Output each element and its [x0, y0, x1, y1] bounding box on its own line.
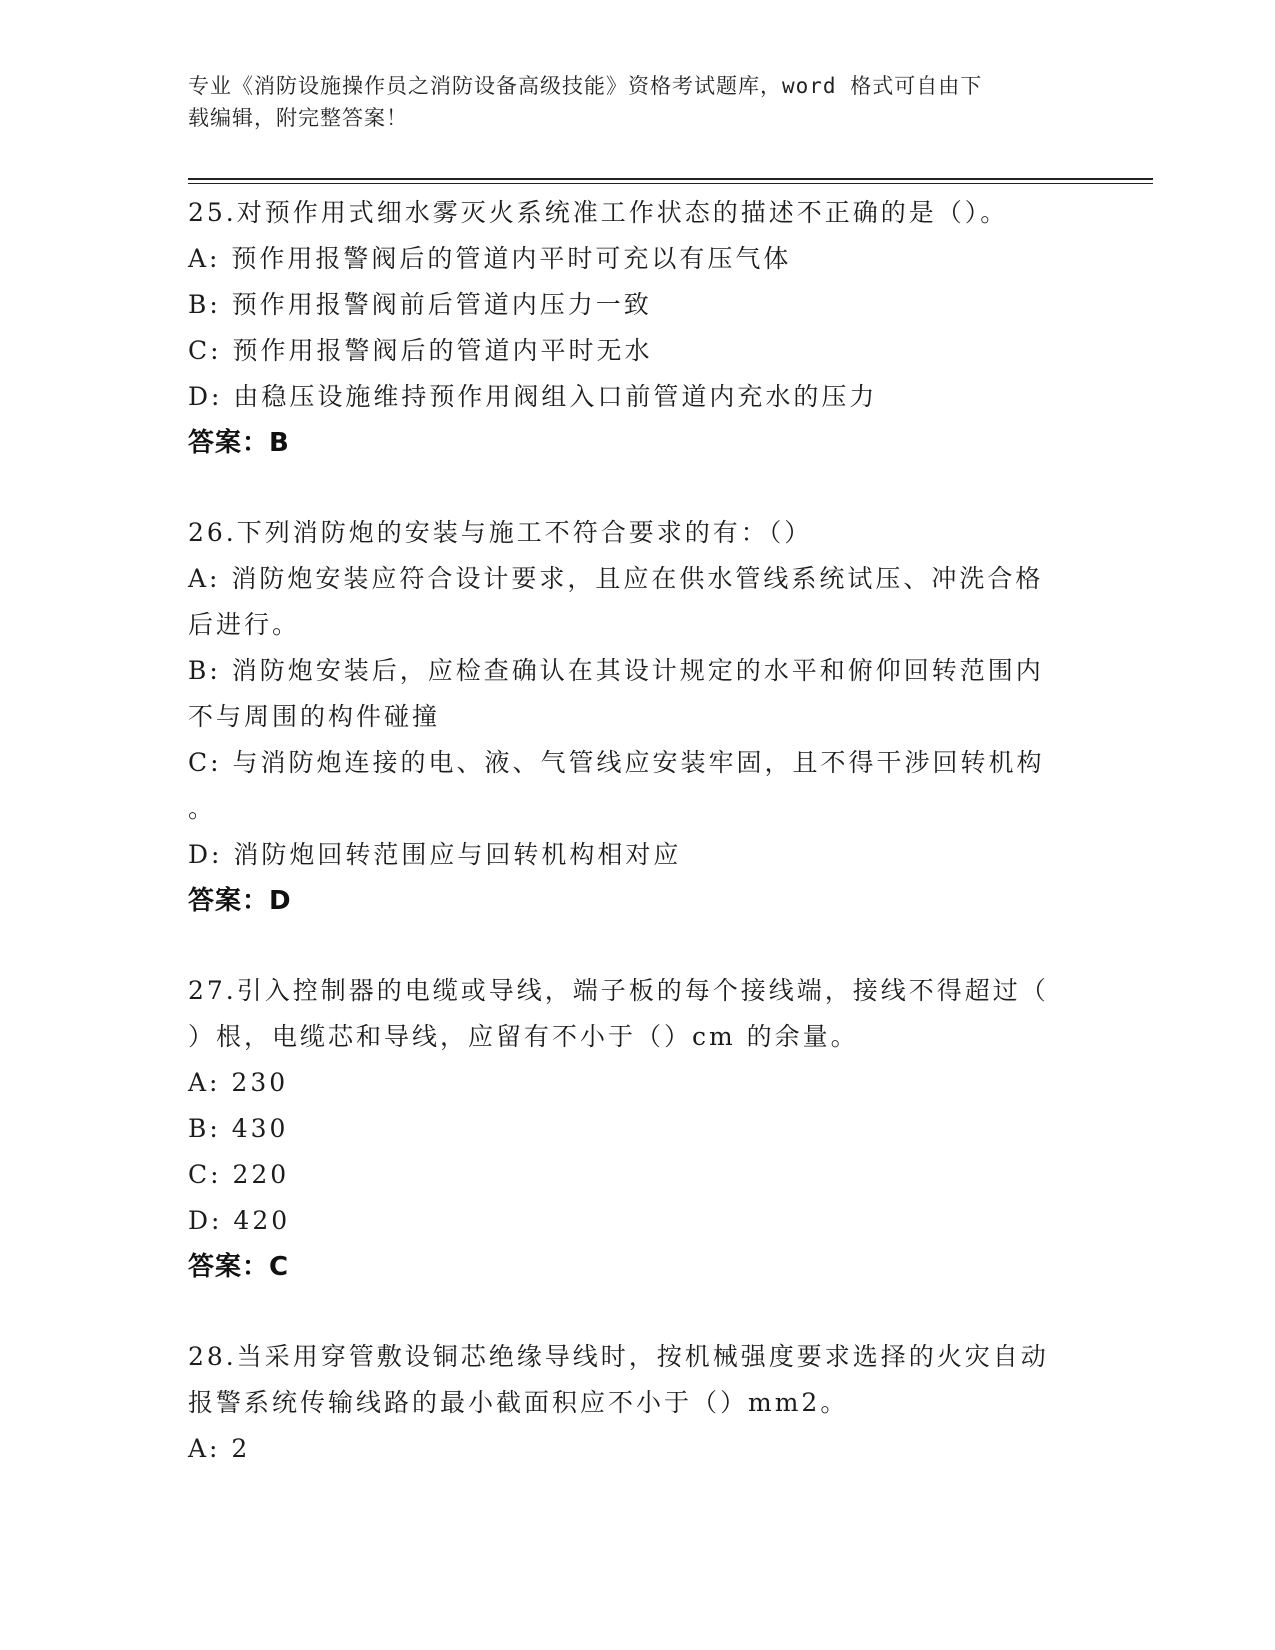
answer-key: 答案：C	[188, 1252, 290, 1282]
answer-option: B: 430	[188, 1114, 289, 1143]
answer-option: C: 与消防炮连接的电、液、气管线应安装牢固，且不得干涉回转机构	[188, 748, 1045, 777]
answer-option: A: 预作用报警阀后的管道内平时可充以有压气体	[188, 244, 792, 273]
answer-option: D: 由稳压设施维持预作用阀组入口前管道内充水的压力	[188, 382, 878, 411]
header-line-1: 专业《消防设施操作员之消防设备高级技能》资格考试题库，word 格式可自由下	[188, 74, 983, 98]
answer-key: 答案：D	[188, 886, 292, 916]
header-line-2: 载编辑，附完整答案！	[188, 106, 408, 130]
answer-option: A: 230	[188, 1068, 289, 1097]
question-block	[188, 510, 1088, 924]
answer-option: D: 420	[188, 1206, 291, 1235]
answer-option: A: 消防炮安装应符合设计要求，且应在供水管线系统试压、冲洗合格	[188, 564, 1044, 593]
header-divider-thin	[188, 183, 1153, 184]
question-stem: 28.当采用穿管敷设铜芯绝缘导线时，按机械强度要求选择的火灾自动	[188, 1342, 1049, 1371]
answer-option: B: 预作用报警阀前后管道内压力一致	[188, 290, 652, 319]
question-list	[188, 190, 1088, 1516]
question-block	[188, 968, 1088, 1290]
question-block	[188, 190, 1088, 466]
question-stem: 25.对预作用式细水雾灭火系统准工作状态的描述不正确的是（）。	[188, 198, 1009, 227]
document-header	[188, 70, 1068, 134]
answer-option: A: 2	[188, 1434, 251, 1463]
question-stem: ）根，电缆芯和导线，应留有不小于（）cm 的余量。	[188, 1022, 859, 1051]
answer-option: C: 预作用报警阀后的管道内平时无水	[188, 336, 653, 365]
answer-option: 不与周围的构件碰撞	[188, 702, 441, 731]
header-divider-thick	[188, 178, 1153, 180]
answer-option: 。	[188, 794, 217, 823]
answer-option: B: 消防炮安装后，应检查确认在其设计规定的水平和俯仰回转范围内	[188, 656, 1044, 685]
question-block	[188, 1334, 1088, 1472]
question-stem: 26.下列消防炮的安装与施工不符合要求的有：（）	[188, 518, 813, 547]
answer-key: 答案：B	[188, 428, 290, 458]
answer-option: D: 消防炮回转范围应与回转机构相对应	[188, 840, 682, 869]
answer-option: C: 220	[188, 1160, 290, 1189]
answer-option: 后进行。	[188, 610, 301, 639]
question-stem: 27.引入控制器的电缆或导线，端子板的每个接线端，接线不得超过（	[188, 976, 1049, 1005]
question-stem: 报警系统传输线路的最小截面积应不小于（）mm2。	[188, 1388, 849, 1417]
